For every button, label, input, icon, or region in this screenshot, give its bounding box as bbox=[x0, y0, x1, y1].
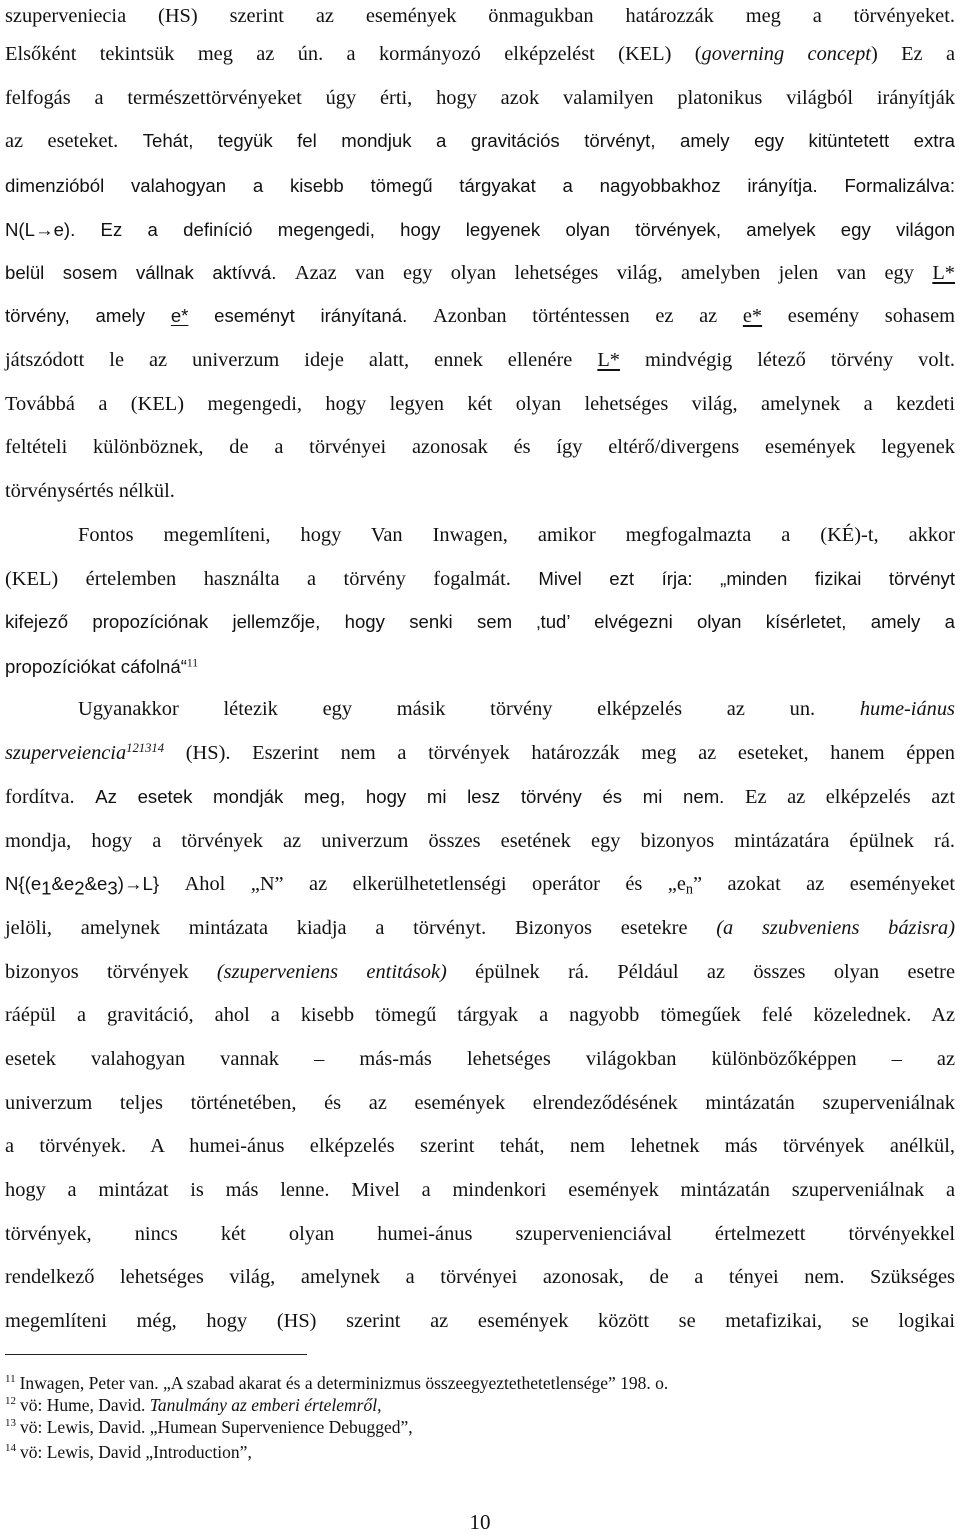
text-line-29: törvények, nincs két olyan humei-ánus szupervenienciával értelmezett törvényekkel bbox=[5, 1223, 955, 1245]
footnote-ref-11: 11 bbox=[186, 657, 199, 670]
text-line-20: mondja, hogy a törvények az univerzum összes esetének egy bizonyos mintázatára épülnek rá. bbox=[5, 830, 955, 852]
text-line-25: esetek valahogyan vannak – más-más lehetséges világokban különbözőképpen – az bbox=[5, 1048, 955, 1070]
footnote-13: $^{13}$ vö: Lewis, David. „Humean Supervenience Debugged”, bbox=[5, 1417, 413, 1437]
text-line-26: univerzum teljes történetében, és az események elrendeződésének mintázatán szuperveniálnak bbox=[5, 1092, 955, 1114]
text-line-16: propozíciókat cáfolná“$^{11}$ bbox=[5, 656, 199, 677]
arrow-icon: → bbox=[34, 219, 54, 240]
text-line-28: hogy a mintázat is más lenne. Mivel a mindenkori események mintázatán szuperveniálnak a bbox=[5, 1179, 955, 1201]
text-line-31: megemlíteni még, hogy (HS) szerint az események között se metafizikai, se logikai bbox=[5, 1310, 955, 1332]
text-line-3: felfogás a természettörvényeket úgy érti, hogy azok valamilyen platonikus világból irányítják bbox=[5, 87, 955, 109]
arrow-icon: → bbox=[123, 873, 143, 894]
text-line-14: (KEL) értelemben használta a törvény fogalmát. Mivel ezt írja: „minden fizikai törvényt bbox=[5, 568, 955, 590]
text-line-22: jelöli, amelynek mintázata kiadja a törvényt. Bizonyos esetekre (a szubveniens bázisra) bbox=[5, 917, 955, 939]
text-line-13: Fontos megemlíteni, hogy Van Inwagen, amikor megfogalmazta a (KÉ)-t, akkor bbox=[78, 524, 955, 546]
text-line-2: Elsőként tekintsük meg az ún. a kormányozó elképzelést (KEL) (governing concept) Ez a bbox=[5, 43, 955, 65]
text-line-5: dimenzióból valahogyan a kisebb tömegű tárgyakat a nagyobbakhoz irányítja. Formalizálva: bbox=[5, 175, 955, 196]
text-line-27: a törvények. A humei-ánus elképzelés szerint tehát, nem lehetnek más törvények anélkül, bbox=[5, 1135, 955, 1157]
text-line-18: szuperveiencia$^{121314}$ (HS). Eszerint nem a törvények határozzák meg az eseteket, hanem éppen bbox=[5, 741, 955, 764]
text-line-8: törvény, amely e* eseményt irányítaná. Azonban történtessen ez az e* esemény sohasem bbox=[5, 305, 955, 327]
footnote-ref-121314: 121314 bbox=[126, 741, 165, 756]
page-number: 10 bbox=[469, 1510, 491, 1534]
footnote-14: $^{14}$ vö: Lewis, David „Introduction”, bbox=[5, 1442, 252, 1462]
text-line-30: rendelkező lehetséges világ, amelynek a törvényei azonosak, de a tényei nem. Szükséges bbox=[5, 1266, 955, 1288]
text-line-19: fordítva. Az esetek mondják meg, hogy mi lesz törvény és mi nem. Ez az elképzelés azt bbox=[5, 786, 956, 808]
text-line-21: $N\{(e_1\&e_2\&e_3)\to L\}$ Ahol „N” az elkerülhetetlenségi operátor és $„e_n$” azokat az eseményeket bbox=[5, 873, 956, 899]
text-line-17: Ugyanakkor létezik egy másik törvény elképzelés az un. hume-iánus bbox=[78, 698, 955, 720]
text-line-23: bizonyos törvények (szuperveniens entitások) épülnek rá. Például az összes olyan esetre bbox=[5, 961, 956, 983]
footnote-divider bbox=[5, 1354, 307, 1355]
text-line-9: játszódott le az univerzum ideje alatt, ennek ellenére L* mindvégig létező törvény volt. bbox=[5, 349, 955, 371]
text-line-10: Továbbá a (KEL) megengedi, hogy legyen két olyan lehetséges világ, amelynek a kezdeti bbox=[5, 393, 955, 415]
text-line-12: törvénysértés nélkül. bbox=[5, 480, 175, 502]
text-line-15: kifejező propozíciónak jellemzője, hogy senki sem ‚tud’ elvégezni olyan kísérletet, amely a bbox=[5, 611, 955, 632]
text-line-1: szupervenieciа (HS) szerint az események önmagukban határozzák meg a törvényeket. bbox=[5, 5, 955, 27]
text-line-4: az eseteket. Tehát, tegyük fel mondjuk a gravitációs törvényt, amely egy kitüntetett extra bbox=[5, 130, 955, 152]
text-line-24: ráépül a gravitáció, ahol a kisebb tömegű tárgyak a nagyobb tömegűek felé közelednek. Az bbox=[5, 1004, 955, 1026]
footnote-12: $^{12}$ vö: Hume, David. Tanulmány az emberi értelemről, bbox=[5, 1395, 382, 1415]
text-line-7: belül sosem vállnak aktívvá. Azaz van egy olyan lehetséges világ, amelyben jelen van egy L* bbox=[5, 262, 955, 284]
text-line-6: N(L→e). Ez a definíció megengedi, hogy legyenek olyan törvények, amelyek egy világon bbox=[5, 219, 955, 240]
text-line-11: feltételi különböznek, de a törvényei azonosak és így eltérő/divergens események legyenek bbox=[5, 436, 955, 458]
footnote-11: $^{11}$ Inwagen, Peter van. „A szabad akarat és a determinizmus összeegyeztethetetlensége” 198. o. bbox=[5, 1373, 669, 1393]
